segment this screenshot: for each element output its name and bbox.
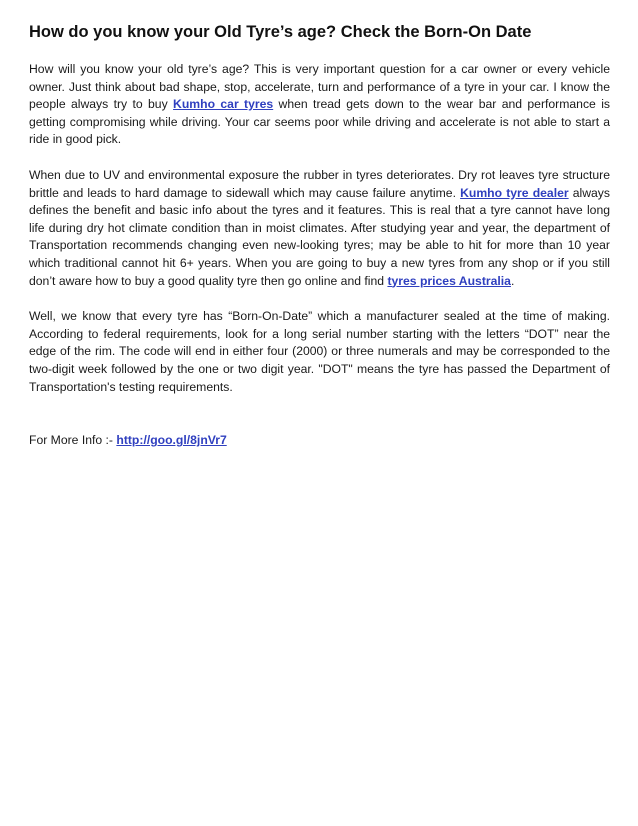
tyres-prices-australia-link[interactable]: tyres prices Australia [387, 273, 511, 288]
document-page [29, 22, 610, 450]
paragraph-1 [29, 61, 610, 149]
kumho-car-tyres-link[interactable]: Kumho car tyres [173, 97, 274, 112]
more-info-label: For More Info :- [29, 433, 117, 448]
paragraph-3: Well, we know that every tyre has “Born-On-Date” which a manufacturer sealed at the time of making. According to federal requirements, look for a long serial number starting with the letters “DOT” near the edge of the rim. The code will end in either four (2000) or three numerals and may be corresponded to the two-digit week followed by the one or two digit year. "DOT" means the tyre has passed the Department of Transportation's testing requirements. [29, 309, 610, 394]
more-info-line [29, 432, 610, 450]
paragraph-1-text-b: when tread gets down to the wear bar and performance is getting compromising while driving. Your car seems poor while driving and accelerate is not able to start a ride in good pick. [29, 97, 610, 147]
paragraph-2-text-b: always defines the benefit and basic info about the tyres and it features. This is real that a tyre cannot have long life during dry hot climate condition than in moist climates. After studying year and year, the department of Transportation recommends changing even new-looking tyres; may be able to hit for more than 10 year which traditional cannot hit 6+ years. When you are going to buy a new tyres from any shop or if you still don’t aware how to buy a good quality tyre then go online and find [29, 185, 610, 288]
more-info-link[interactable]: http://goo.gl/8jnVr7 [116, 433, 227, 448]
paragraph-2 [29, 167, 610, 290]
article-title: How do you know your Old Tyre’s age? Check the Born-On Date [29, 23, 532, 41]
paragraph-2-text-c: . [510, 273, 515, 288]
kumho-tyre-dealer-link[interactable]: Kumho tyre dealer [460, 185, 569, 200]
paragraph-2-text-a: When due to UV and environmental exposure the rubber in tyres deteriorates. Dry rot leaves tyre structure brittle and leads to hard damage to sidewall which may cause failure anytime. [29, 167, 610, 200]
paragraph-1-text-a: How will you know your old tyre’s age? This is very important question for a car owner or every vehicle owner. Just think about bad shape, stop, accelerate, turn and performance of a tyre in your car. I know the people always try to buy [29, 62, 610, 112]
